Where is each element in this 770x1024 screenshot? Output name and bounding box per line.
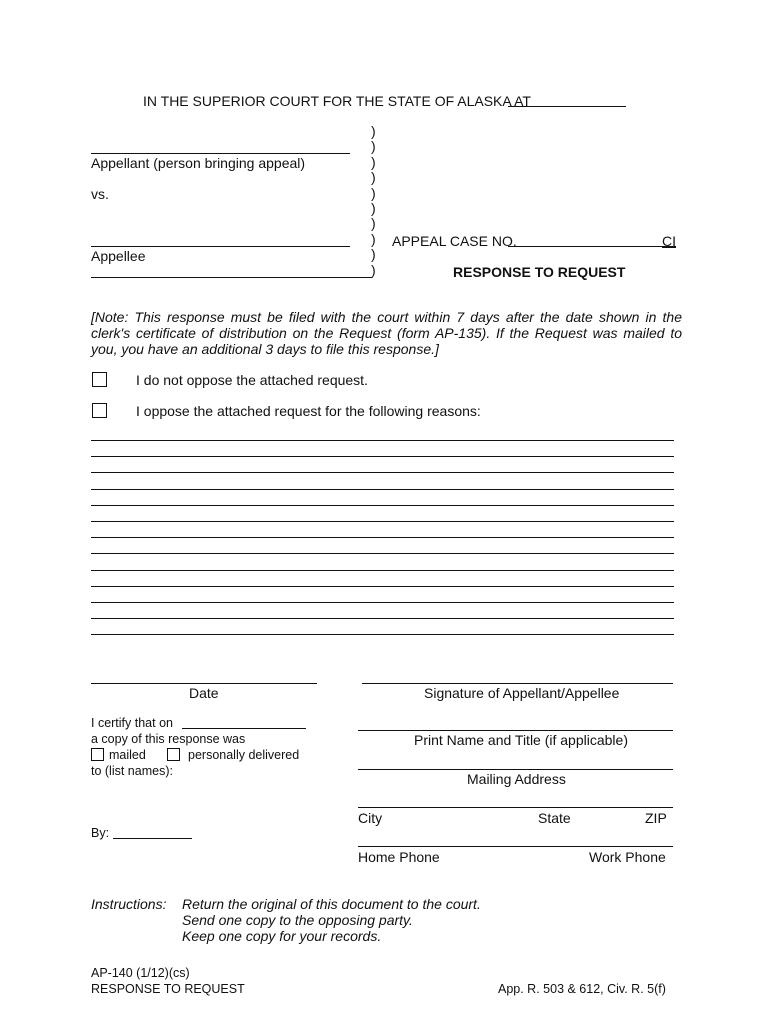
mailing-address-label: Mailing Address: [467, 771, 566, 787]
reason-line[interactable]: [91, 440, 674, 441]
zip-label: ZIP: [645, 810, 667, 826]
filing-note: [Note: This response must be filed with the court within 7 days after the date shown in the clerk's certificate of distribution on the Request (form AP-135). If the Request was mailed to you, you have an additional 3 days to file this response.]: [91, 309, 682, 357]
instructions-line-1: Return the original of this document to the court.: [182, 896, 481, 912]
personally-delivered-label: personally delivered: [188, 748, 300, 762]
city-state-zip-field[interactable]: [358, 807, 673, 808]
signature-label: Signature of Appellant/Appellee: [424, 685, 620, 701]
case-no-field[interactable]: [508, 246, 676, 247]
signature-field[interactable]: [362, 683, 673, 684]
appellant-name-field[interactable]: [91, 153, 350, 154]
caption-paren: ): [371, 123, 376, 139]
reason-line[interactable]: [91, 570, 674, 571]
mailing-address-field[interactable]: [358, 769, 673, 770]
caption-paren: ): [371, 169, 376, 186]
copy-label: a copy of this response was: [91, 732, 246, 746]
state-label: State: [538, 810, 571, 826]
reason-line[interactable]: [91, 489, 674, 490]
court-location-field[interactable]: [508, 106, 626, 107]
case-suffix: CI: [662, 233, 676, 249]
work-phone-label: Work Phone: [589, 849, 666, 865]
appellee-name-field[interactable]: [91, 246, 350, 247]
caption-paren: ): [371, 261, 376, 278]
city-label: City: [358, 810, 383, 826]
reason-line[interactable]: [91, 521, 674, 522]
reason-line[interactable]: [91, 456, 674, 457]
instructions-line-3: Keep one copy for your records.: [182, 928, 382, 944]
appellant-label: Appellant (person bringing appeal): [91, 155, 306, 171]
reason-line[interactable]: [91, 553, 674, 554]
caption-paren: ): [371, 200, 376, 216]
document-title: RESPONSE TO REQUEST: [453, 264, 626, 280]
phone-field[interactable]: [358, 846, 673, 847]
personally-delivered-checkbox[interactable]: [167, 748, 180, 761]
reason-line[interactable]: [91, 602, 674, 603]
to-label: to (list names):: [91, 764, 173, 778]
by-field[interactable]: [113, 838, 192, 839]
reason-line[interactable]: [91, 505, 674, 506]
rule-references: App. R. 503 & 612, Civ. R. 5(f): [498, 982, 666, 996]
caption-paren: ): [371, 246, 376, 263]
certify-date-field[interactable]: [182, 728, 306, 729]
reason-line[interactable]: [91, 537, 674, 538]
appellee-label: Appellee: [91, 248, 146, 264]
instructions-label: Instructions:: [91, 896, 167, 912]
print-name-field[interactable]: [358, 730, 673, 731]
certify-label: I certify that on: [91, 716, 173, 730]
caption-paren: ): [371, 138, 376, 155]
form-number: AP-140 (1/12)(cs): [91, 966, 190, 980]
mailed-checkbox[interactable]: [91, 748, 104, 761]
caption-paren: ): [371, 230, 376, 247]
oppose-checkbox[interactable]: [92, 403, 107, 418]
vs-label: vs.: [91, 186, 109, 202]
reason-line[interactable]: [91, 618, 674, 619]
do-not-oppose-checkbox[interactable]: [92, 372, 107, 387]
home-phone-label: Home Phone: [358, 849, 440, 865]
reason-line[interactable]: [91, 634, 674, 635]
oppose-label: I oppose the attached request for the following reasons:: [136, 403, 481, 419]
do-not-oppose-label: I do not oppose the attached request.: [136, 372, 368, 388]
caption-paren: ): [371, 153, 376, 170]
caption-paren: ): [371, 215, 376, 232]
print-name-label: Print Name and Title (if applicable): [414, 732, 628, 748]
caption-bottom-rule: [91, 277, 372, 278]
court-title: IN THE SUPERIOR COURT FOR THE STATE OF ALASKA AT: [143, 93, 531, 109]
date-label: Date: [189, 685, 219, 701]
by-label: By:: [91, 826, 110, 840]
form-title: RESPONSE TO REQUEST: [91, 982, 245, 996]
mailed-label: mailed: [109, 748, 146, 762]
instructions-line-2: Send one copy to the opposing party.: [182, 912, 413, 928]
case-no-label: APPEAL CASE NO.: [392, 233, 517, 249]
caption-paren: ): [371, 184, 376, 201]
reason-line[interactable]: [91, 586, 674, 587]
date-field[interactable]: [91, 683, 317, 684]
reason-line[interactable]: [91, 472, 674, 473]
